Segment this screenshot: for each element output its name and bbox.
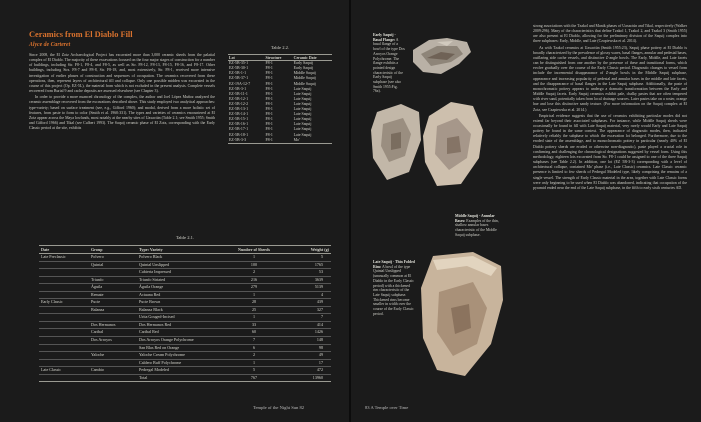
table-cell: Late Saquij [293,117,312,122]
table-cell: F8-1 [264,138,292,144]
table-cell: 49 [287,352,331,360]
table-cell: 1 [221,291,287,299]
table-cell: 98 [287,344,331,352]
table-cell: EZ-5B-15-1 [229,117,249,122]
table-row [39,329,331,337]
table-cell: EZ-5B-13-1 [229,107,249,112]
table-cell: Late Saquij [293,122,312,127]
table-cell: 5 [221,367,287,375]
table-cell: F8-1 [265,91,273,96]
table-cell: Quintal [89,261,137,269]
table-cell [39,291,89,299]
right-body-text [533,24,687,396]
table-cell [39,276,89,284]
left-page [0,0,350,422]
table-cell: EZ-5B-14-1 [229,112,249,117]
table-cell: Dos Hermanos Red [137,321,221,329]
table-cell: 767 [221,374,287,382]
paragraph: Since 2008, the El Zotz Archaeological Project has excavated more than 3,000 ceramic sherds from the palatial complex of El Diablo. The majority of these excavations focused on the four major stages of construction for a number of buildings, including Str. F8-1, F8-4, and F8-5, as well as Str. F8-12, F8-13, F8-15, F8-16, and F8-17. Other buildings, including Strs. F8-7 and F8-8, Str. F8-18, and, most extensively, Str. F8-1, received more intensive investigation of earlier phases of construction and sequences of occupation. The ceramics recovered from these operations, then, represent layers of architectural fill and collapse. Only one possible midden was excavated in the course of this project (Op. EZ-5L), the material from which is not excluded in the present analysis. Complete vessels recovered from Burial 9 and cache deposits are assessed elsewhere (see Chapter 3). [29,53,215,94]
table-cell: F8-1 [265,61,273,66]
table-cell: EZ-5B-35-1 [229,61,249,66]
table-cell [89,314,137,322]
table-cell: 28 [221,299,287,307]
table-cell: 1426 [287,329,331,337]
table-2-2-body [228,61,332,144]
table-cell: Total [137,374,221,382]
table-cell: EZ-5B-3-3 [228,138,264,144]
column-header: Type: Variety [137,246,221,254]
column-header: Weight (g) [287,246,331,254]
table-cell [89,344,137,352]
caption-text: A basal flange of a bowl of the type Dos Arroyos Orange Polychrome. The flange exhibits a pointed design characteristic of the Early Saquij subphase (see also Smith 1955:Fig. 76a). [373,37,405,94]
table-row [39,344,331,352]
table-cell: F8-1 [265,101,273,106]
table-cell: F8-1 [265,107,273,112]
table-cell: Pedregal Modeled [137,367,221,375]
table-cell: 100 [221,261,287,269]
middle-saquij-caption [455,214,499,238]
table-cell: Late Preclassic [39,254,89,262]
table-row [39,359,331,367]
early-saquij-basal-flange-photo [407,32,475,80]
table-cell: Cambio [89,367,137,375]
column-header: Structure [264,55,292,61]
table-cell: Dos Arroyos Orange Polychrome [137,337,221,345]
table-cell [39,314,89,322]
table-cell [39,344,89,352]
table-cell: Triunfo [89,276,137,284]
left-body-text [29,53,215,239]
table-cell: 25 [221,306,287,314]
table-cell: 7 [221,337,287,345]
table-cell: F8-1 [265,132,273,137]
table-cell: EZ-5B-37-1 [229,76,249,81]
caption-lead: Late Saquij - Thin Folded Rim: [373,260,415,269]
table-total-row [39,374,331,382]
paragraph: Empirical evidence suggests that the use of ceramics exhibiting particular modes did not extend far beyond their associated subphases. For instance, while Middle Saquij sherds were occasionally be found in fill with Late Saquij material, very rarely would Early and Late Saquij pottery be found in the same context. The appearance of diagnostic modes, then, indicated relatively reliably the subphase to which the excavation lot belonged. Furthermore, due to the eroded state of the assemblage, and to monochromatic pottery in particular (nearly 40% of El Diablo pottery sherds are eroded or otherwise non-diagnostic), paste played a crucial role in confirming and challenging the chronological designations suggested by vessel form. Using this methodology, eighteen lots excavated from Str. F8-1 could be assigned to one of the three Saquij subphases (see Table 2.2). In addition, one lot (EZ 5B-3-3) corresponding with a level of architectural collapse, contained Mo' phase (i.e., Late Classic) ceramics. Late Classic ceramic presence is limited to few sherds of Pedregal Modeled type, likely comprising the remains of a single vessel. The strength of Early Classic material in the area, together with Late Classic forms were only beginning to be used when El Diablo was abandoned, indicating that occupation of the pyramid ended near the end of the Late Saquij subphase, in the fifth to early sixth centuries AD. [533,113,687,190]
table-cell [89,269,137,277]
table-cell: Urita Gouged-Incised [137,314,221,322]
table-cell: Late Saquij [293,127,312,132]
table-cell: EZ-5B-1-1 [229,71,247,76]
table-cell: 2 [221,269,287,277]
table-2-1 [39,245,331,382]
table-cell [39,321,89,329]
table-cell: Triunfo Striated [137,276,221,284]
table-cell: EZ-5B-30-1 [229,66,249,71]
table-2-2 [228,54,332,144]
table-cell: Caribal [89,329,137,337]
table-cell: 53 [287,269,331,277]
table-row [39,261,331,269]
table-cell: Dos Arroyos [89,337,137,345]
table-cell: 33 [221,321,287,329]
table-cell: F8-1 [265,81,273,86]
table-cell [39,306,89,314]
table-cell: EZ-5B-17-1 [229,127,249,132]
paragraph: As with Tzakol ceramics at Uaxactún (Smith 1955:23), Saquij phase pottery at El Diablo is broadly characterized by the prevalence of glossy wares, basal flanges, annular and pedestal bases, outflaring side cache vessels, and distinctive Z-angle bowls. The Early, Middle, and Late facets can be distinguished from one another by the presence of these and transitional forms, which evolve gradually over the course of the Early Classic period. Diagnostic changes to vessel form include the incremental disappearance of Z-angle bowls in the Middle Saquij subphase, appearance and increasing popularity of pedestal and annular bases in the middle and late facets, and the disappearance of basal flanges in the Late Saquij subphase. Additionally, the paste of monochromatic pottery appears to undergo a dramatic transformation between the Early and Middle Saquij facets. Early Saquij ceramics exhibit pale, chalky pastes that are often tempered with river sand, potentially taken from local drainage sources. Later pastes take on a rosier, orange hue and lose this distinctive sandy texture. (For more information on the Saquij complex at El Zotz, see Czapiewska et al. 2014.) [533,45,687,112]
middle-saquij-annular-base-photo [367,100,427,184]
table-cell: Middle Saquij [293,81,316,86]
table-cell: EZ-5B-12-2 [229,101,249,106]
table-cell [39,374,89,382]
table-cell: Late Saquij [293,112,312,117]
table-row [39,367,331,375]
table-cell [39,337,89,345]
table-2-1-caption: Table 2.1. [175,235,195,240]
late-saquij-folded-rim-photo [417,248,507,382]
table-cell: 148 [287,337,331,345]
table-cell: 4 [287,291,331,299]
table-cell: 7 [287,314,331,322]
table-cell: Actuana Red [137,291,221,299]
table-cell: F8-1 [265,96,273,101]
table-cell: Yaloche [89,352,137,360]
column-header: Date [39,246,89,254]
table-cell: 279 [221,284,287,292]
table-cell: Late Saquij [293,91,312,96]
table-cell: Pucte Brown [137,299,221,307]
table-cell [39,359,89,367]
table-cell: Mo' [293,138,332,144]
table-cell [39,284,89,292]
caption-text: Examples of the thin, shallow annular bases characteristic of the Middle Saquij subphase. [455,218,499,237]
table-cell: 1 [221,359,287,367]
table-cell: EZ-5B-18-1 [229,132,249,137]
table-cell: 1 [221,254,287,262]
table-cell: Early Saquij [293,66,313,71]
table-cell [39,329,89,337]
table-cell: 414 [287,321,331,329]
table-cell: 17 [287,359,331,367]
table-cell: Early Saquij [293,61,313,66]
caption-text: A bowl of the type Quintal Unslipped (unusually common at El Diablo in the Early Classic period) with a thickened rim characteristic of the Late Saquij subphase. Thickened rims become smaller in width over the course of the Early Classic period. [373,264,414,316]
table-cell: Dos Hermanos [89,321,137,329]
table-cell: F8-1 [265,71,273,76]
table-cell: Balanza Black [137,306,221,314]
table-cell: F8-1 [265,86,273,91]
table-cell: EZ-5B-3-1 [229,86,247,91]
table-cell: 6 [221,344,287,352]
table-row [39,269,331,277]
table-cell: 1765 [287,261,331,269]
table-cell: F8-1 [265,66,273,71]
table-cell: Yaloche Cream Polychrome [137,352,221,360]
table-2-1-body [39,254,331,382]
table-cell: 5 [287,254,331,262]
table-cell: Remate [89,291,137,299]
table-cell [89,359,137,367]
right-page-footer: 83 A Temple over Time [365,405,409,410]
table-row [39,254,331,262]
table-cell [39,269,89,277]
table-cell: Late Saquij [293,86,312,91]
table-cell: 3639 [287,276,331,284]
caption-lead: Early Saquij - Basal Flange: [373,33,396,42]
table-2-2-caption: Table 2.2. [270,45,290,50]
table-cell: Águila Orange [137,284,221,292]
table-row [39,306,331,314]
table-cell: F8-1 [265,127,273,132]
table-row [39,337,331,345]
article-title: Ceramics from El Diablo Fill [29,30,133,39]
table-cell: 5139 [287,284,331,292]
paragraph: In order to provide a more nuanced chronology of the complex, the author and Joel López Muñoz analyzed the ceramic assemblage recovered from the excavations described above. This study employed two analytical approaches: type-variety; based on surface treatment (see, e.g., Gifford 1960); and modal, derived from a more holistic set of features, from paste to form to color (Smith et al. 1960:331). The types and varieties of ceramics encountered at El Zotz appear across the Maya lowlands, most notably at the nearby sites of Uaxactún (Table 2.1; see Smith 1955; Smith and Gifford 1966) and Tikal (see Culbert 1993). The Saquij ceramic phase of El Zotz, corresponding with the Early Classic period at the site, exhibits [29,95,215,131]
table-cell: Middle Saquij [293,71,316,76]
column-header: Lot [228,55,264,61]
table-row [228,138,332,144]
table-cell: Balanza [89,306,137,314]
table-row [39,314,331,322]
table-cell: Late Classic [39,367,89,375]
table-cell: Pucte [89,299,137,307]
table-cell: 13960 [287,374,331,382]
table-cell: Late Saquij [293,107,312,112]
table-cell: Caldero Buff Polychrome [137,359,221,367]
caption-lead: Middle Saquij - Annular Bases: [455,214,495,223]
middle-saquij-annular-base-photo [421,96,487,192]
right-page [351,0,701,422]
table-cell: Polvero [89,254,137,262]
table-cell: Caribal Red [137,329,221,337]
table-cell: Middle Saquij [293,76,316,81]
left-page-footer: Temple of the Night Sun 82 [253,405,305,410]
table-cell: Quintal Unslipped [137,261,221,269]
table-cell: F8-1 [265,117,273,122]
table-row [39,291,331,299]
table-cell: EZ-19A-12-7 [229,81,251,86]
table-row [39,352,331,360]
table-cell [89,374,137,382]
table-cell [39,352,89,360]
table-cell: 327 [287,306,331,314]
table-cell: F8-1 [265,122,273,127]
table-cell: 60 [221,329,287,337]
table-cell: EZ-5B-16-1 [229,122,249,127]
table-cell: 439 [287,299,331,307]
table-header-row [39,246,331,254]
early-saquij-caption [373,33,405,94]
article-author: Alyce de Carteret [29,42,71,48]
table-cell: Late Saquij [293,132,312,137]
table-cell: 2 [221,352,287,360]
paragraph: strong associations with the Tzakol and Manik phases of Uaxactún and Tikal, respectively (Walker 2009:296). Many of the characteristics that define Tzakol 1, Tzakol 2, and Tzakol 3 (Smith 1955) are also present at El Diablo, allowing for the preliminary division of the Saquij complex into three subphases: Early, Middle, and Late (Czapiewska et al. 2014). [533,24,687,44]
table-cell: 472 [287,367,331,375]
table-cell: F8-1 [265,76,273,81]
column-header: Ceramic Date [293,55,332,61]
table-cell: Early Classic [39,299,89,307]
table-cell: San Blas Red on Orange [137,344,221,352]
table-cell [39,261,89,269]
table-cell: 1 [221,314,287,322]
table-row [39,276,331,284]
table-row [39,299,331,307]
table-cell: Late Saquij [293,101,312,106]
table-cell: Polvero Black [137,254,221,262]
table-cell: Late Saquij [293,96,312,101]
table-cell: 216 [221,276,287,284]
column-header: Group [89,246,137,254]
table-row [39,284,331,292]
table-cell: F8-1 [265,112,273,117]
table-cell: Águila [89,284,137,292]
table-cell: Cubierta Impressed [137,269,221,277]
table-cell: EZ-5B-12-1 [229,96,249,101]
table-row [39,321,331,329]
table-cell: EZ-5B-11-1 [229,91,248,96]
late-saquij-caption [373,260,415,316]
column-header: Number of Sherds [221,246,287,254]
